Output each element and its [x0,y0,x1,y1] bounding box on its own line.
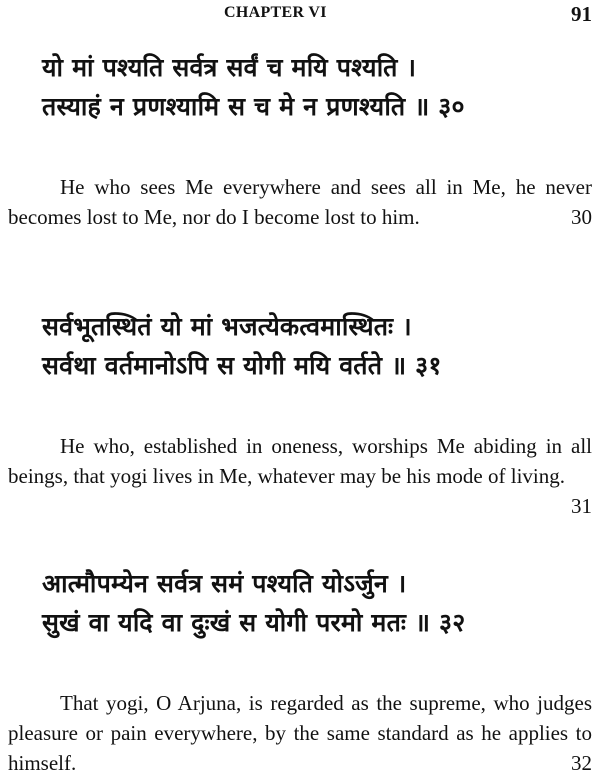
sanskrit-verse-30 [42,48,597,126]
sanskrit-line: यो मां पश्यति सर्वत्र सर्वं च मयि पश्यति । [42,53,417,82]
translation-30 [8,172,592,232]
sanskrit-line: सर्वथा वर्तमानोऽपि स योगी मयि वर्तते ॥ ३१ [42,351,442,380]
translation-text: He who, established in oneness, worships Me abiding in all beings, that yogi lives in Me, whatever may be his mode of living. [8,434,592,488]
sanskrit-line: आत्मौपम्येन सर्वत्र समं पश्यति योऽर्जुन । [42,569,407,598]
translation-32 [8,688,592,778]
verse-number: 31 [571,494,592,518]
translation-31 [8,431,592,521]
sanskrit-line: सर्वभूतस्थितं यो मां भजत्येकत्वमास्थितः । [42,312,412,341]
running-head [0,4,600,26]
verse-number: 32 [571,751,592,775]
translation-text: That yogi, O Arjuna, is regarded as the supreme, who judges pleasure or pain everywhere, by the same standard as he applies to himself. [8,691,592,775]
sanskrit-line: तस्याहं न प्रणश्यामि स च मे न प्रणश्यति ॥ ३० [42,92,465,121]
sanskrit-verse-32 [42,564,597,642]
sanskrit-line: सुखं वा यदि वा दुःखं स योगी परमो मतः ॥ ३२ [42,608,466,637]
chapter-title: CHAPTER VI [224,4,327,21]
verse-number: 30 [571,205,592,229]
page-number: 91 [571,2,592,26]
sanskrit-verse-31 [42,307,597,385]
translation-text: He who sees Me everywhere and sees all in Me, he never becomes lost to Me, nor do I become lost to him. [8,175,592,229]
